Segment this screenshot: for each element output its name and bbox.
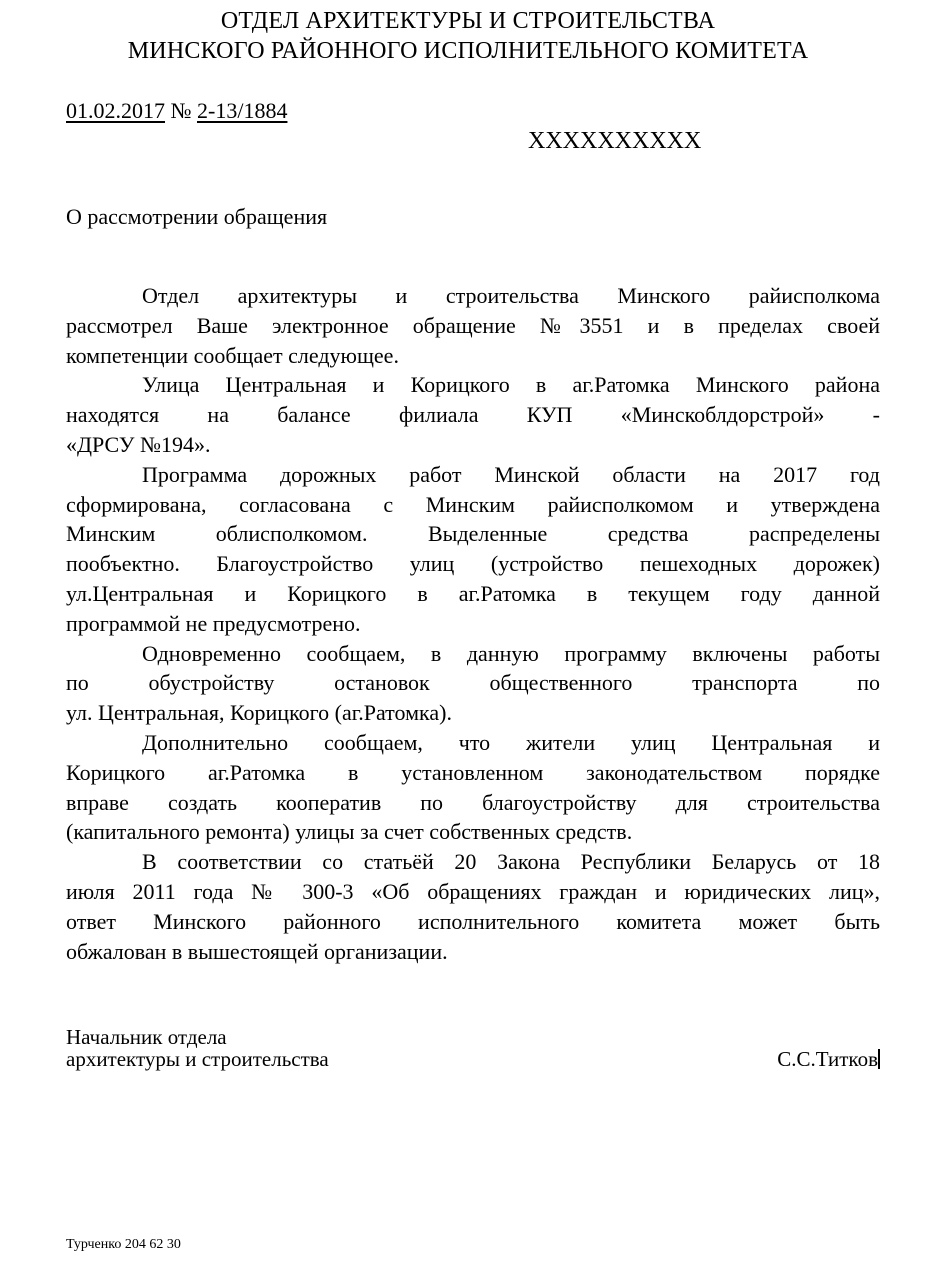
letter-body xyxy=(66,281,880,966)
paragraph-line: Отдел архитектуры и строительства Минского райисполкома xyxy=(142,283,880,308)
paragraph-line: (капитального ремонта) улицы за счет собственных средств. xyxy=(66,819,633,845)
paragraph-line: сформирована, согласована с Минским райисполкомом и утверждена xyxy=(66,491,880,517)
letterhead-line-2: МИНСКОГО РАЙОННОГО ИСПОЛНИТЕЛЬНОГО КОМИТЕТА xyxy=(127,38,809,64)
paragraph-line: «ДРСУ №194». xyxy=(66,431,211,457)
subject-line: О рассмотрении обращения xyxy=(66,204,328,229)
number-sign: № xyxy=(170,98,192,123)
paragraph-line: находятся на балансе филиала КУП «Минскоблдорстрой» - xyxy=(66,402,880,428)
paragraph-line: В соответствии со статьёй 20 Закона Республики Беларусь от 18 xyxy=(142,849,880,875)
paragraph xyxy=(66,281,880,370)
paragraph xyxy=(66,639,880,728)
reference-line xyxy=(66,98,287,124)
paragraph-line: компетенции сообщает следующее. xyxy=(66,342,399,368)
paragraph-line: Одновременно сообщаем, в данную программу включены работы xyxy=(142,640,880,666)
reference-number: 2-13/1884 xyxy=(197,98,288,123)
paragraph-line: обжалован в вышестоящей организации. xyxy=(66,938,448,964)
paragraph-line: июля 2011 года № 300-3 «Об обращениях граждан и юридических лиц», xyxy=(66,878,880,904)
paragraph-line: Дополнительно сообщаем, что жители улиц Центральная и xyxy=(142,729,880,755)
paragraph-line: Корицкого аг.Ратомка в установленном законодательством порядке xyxy=(66,759,880,785)
paragraph-line: программой не предусмотрено. xyxy=(66,610,361,636)
paragraph xyxy=(66,460,880,639)
reference-date: 01.02.2017 xyxy=(66,98,165,123)
paragraph-line: вправе создать кооператив по благоустройству для строительства xyxy=(66,789,880,815)
paragraph-line: ул.Центральная и Корицкого в аг.Ратомка в текущем году данной xyxy=(66,580,880,606)
paragraph-line: Программа дорожных работ Минской области на 2017 год xyxy=(142,461,880,487)
letterhead xyxy=(0,6,936,66)
paragraph xyxy=(66,370,880,459)
paragraph-line: рассмотрел Ваше электронное обращение №3551 и в пределах своей xyxy=(66,312,880,338)
signature-position xyxy=(66,1026,329,1070)
letterhead-line-1: ОТДЕЛ АРХИТЕКТУРЫ И СТРОИТЕЛЬСТВА xyxy=(220,8,716,34)
executor-footer: Турченко 204 62 30 xyxy=(66,1237,181,1252)
paragraph-line: по обустройству остановок общественного транспорта по xyxy=(66,670,880,696)
paragraph-line: ответ Минского районного исполнительного комитета может быть xyxy=(66,908,880,934)
signature-name-block xyxy=(777,1048,880,1070)
paragraph xyxy=(66,847,880,966)
signature-position-line-1: Начальник отдела xyxy=(66,1025,227,1049)
paragraph-line: ул. Центральная, Корицкого (аг.Ратомка). xyxy=(66,700,452,726)
paragraph-line: пообъектно. Благоустройство улиц (устройство пешеходных дорожек) xyxy=(66,551,880,577)
text-cursor xyxy=(878,1049,880,1069)
signature-name: С.С.Титков xyxy=(777,1047,878,1071)
signature-position-line-2: архитектуры и строительства xyxy=(66,1047,329,1071)
addressee: XXXXXXXXXX xyxy=(528,128,702,154)
paragraph xyxy=(66,728,880,847)
paragraph-line: Улица Центральная и Корицкого в аг.Ратомка Минского района xyxy=(142,372,880,398)
paragraph-line: Минским облисполкомом. Выделенные средства распределены xyxy=(66,521,880,547)
